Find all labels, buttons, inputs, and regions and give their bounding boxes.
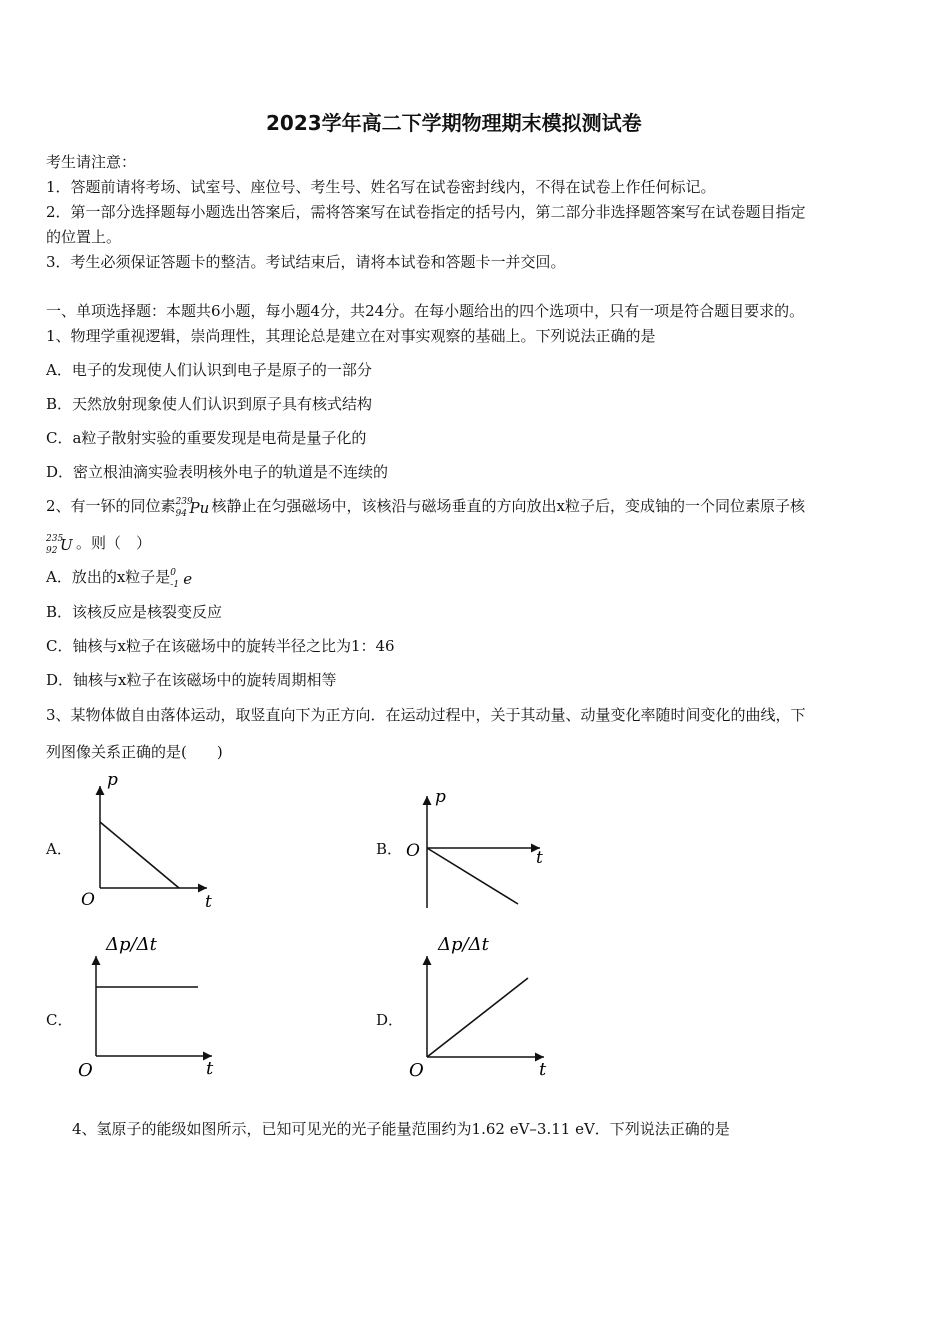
- uranium-isotope: [46, 534, 76, 556]
- graph-c: [72, 930, 232, 1080]
- graph-d-curve: [427, 978, 528, 1057]
- graph-b: [400, 784, 560, 914]
- question-2-stem-post: 核静止在匀强磁场中，该核沿与磁场垂直的方向放出x粒子后，变成铀的一个同位素原子核: [211, 497, 806, 515]
- question-2-option-a: [46, 568, 196, 590]
- graph-a-origin: O: [81, 890, 95, 910]
- plutonium-isotope: [175, 497, 212, 519]
- graph-b-y-label: p: [435, 787, 446, 807]
- graph-a-x-label: t: [205, 892, 212, 912]
- graph-c-origin: O: [78, 1060, 93, 1080]
- question-2-option-a-text: A．放出的x粒子是: [46, 568, 171, 586]
- graph-c-label: C．: [46, 1011, 73, 1029]
- graph-a-y-label: p: [107, 770, 118, 790]
- e-symbol: e: [183, 570, 193, 588]
- question-3-stem-line1: 3、某物体做自由落体运动，取竖直向下为正方向．在运动过程中，关于其动量、动量变化率随时间变化的曲线，下: [46, 706, 806, 724]
- u-atomic-number: 92: [46, 546, 58, 556]
- question-2-option-d: D．铀核与x粒子在该磁场中的旋转周期相等: [46, 671, 337, 689]
- notice-heading: 考生请注意：: [46, 153, 137, 171]
- e-mass-number: 0: [170, 568, 177, 578]
- question-4-stem: 4、氢原子的能级如图所示，已知可见光的光子能量范围约为1.62 eV–3.11 eV．下列说法正确的是: [72, 1120, 730, 1138]
- graph-d-x-label: t: [539, 1059, 547, 1080]
- notice-item-3: 3．考生必须保证答题卡的整洁。考试结束后，请将本试卷和答题卡一并交回。: [46, 253, 566, 271]
- question-2-stem-line2: [46, 534, 152, 556]
- graph-d-label: D．: [376, 1011, 404, 1029]
- graph-a: [75, 770, 225, 915]
- question-3-stem-line2: 列图像关系正确的是( ): [46, 743, 223, 761]
- question-1-option-d: D．密立根油滴实验表明核外电子的轨道是不连续的: [46, 463, 389, 481]
- graph-a-label: A．: [46, 840, 72, 858]
- notice-item-2: 2．第一部分选择题每小题选出答案后，需将答案写在试卷指定的括号内，第二部分非选择题答案写在试卷题目指定: [46, 203, 806, 221]
- pu-symbol: Pu: [189, 499, 210, 517]
- notice-item-2-cont: 的位置上。: [46, 228, 122, 246]
- graph-d-origin: O: [409, 1060, 424, 1080]
- graph-b-label: B．: [376, 840, 403, 858]
- page-title: 2023学年高二下学期物理期末模拟测试卷: [266, 111, 642, 135]
- graph-c-x-label: t: [206, 1058, 214, 1079]
- graph-b-origin: O: [406, 841, 420, 861]
- question-2-option-b: B．该核反应是核裂变反应: [46, 603, 223, 621]
- question-1-option-b: B．天然放射现象使人们认识到原子具有核式结构: [46, 395, 373, 413]
- graph-b-curve: [427, 848, 518, 904]
- section-header: 一、单项选择题：本题共6小题，每小题4分，共24分。在每小题给出的四个选项中，只有一项是符合题目要求的。: [46, 302, 805, 320]
- electron-symbol: [170, 568, 196, 590]
- graph-b-x-label: t: [536, 848, 543, 868]
- pu-mass-number: 239: [175, 497, 193, 507]
- graph-d: [402, 930, 562, 1080]
- graph-d-y-label: Δp/Δt: [438, 934, 489, 955]
- question-2-stem: [46, 497, 806, 519]
- graph-c-y-label: Δp/Δt: [106, 934, 157, 955]
- question-2-stem-end: 。则（ ）: [76, 534, 152, 552]
- question-1-stem: 1、物理学重视逻辑，崇尚理性，其理论总是建立在对事实观察的基础上。下列说法正确的是: [46, 327, 656, 345]
- question-2-option-c: C．铀核与x粒子在该磁场中的旋转半径之比为1：46: [46, 637, 395, 655]
- u-symbol: U: [60, 536, 73, 554]
- u-mass-number: 235: [46, 534, 64, 544]
- graph-a-curve: [100, 822, 179, 888]
- pu-atomic-number: 94: [175, 509, 187, 519]
- question-2-stem-pre: 2、有一钚的同位素: [46, 497, 176, 515]
- question-1-option-c: C．a粒子散射实验的重要发现是电荷是量子化的: [46, 429, 367, 447]
- e-charge-number: -1: [170, 580, 180, 590]
- notice-item-1: 1．答题前请将考场、试室号、座位号、考生号、姓名写在试卷密封线内，不得在试卷上作任何标记。: [46, 178, 716, 196]
- question-1-option-a: A．电子的发现使人们认识到电子是原子的一部分: [46, 361, 372, 379]
